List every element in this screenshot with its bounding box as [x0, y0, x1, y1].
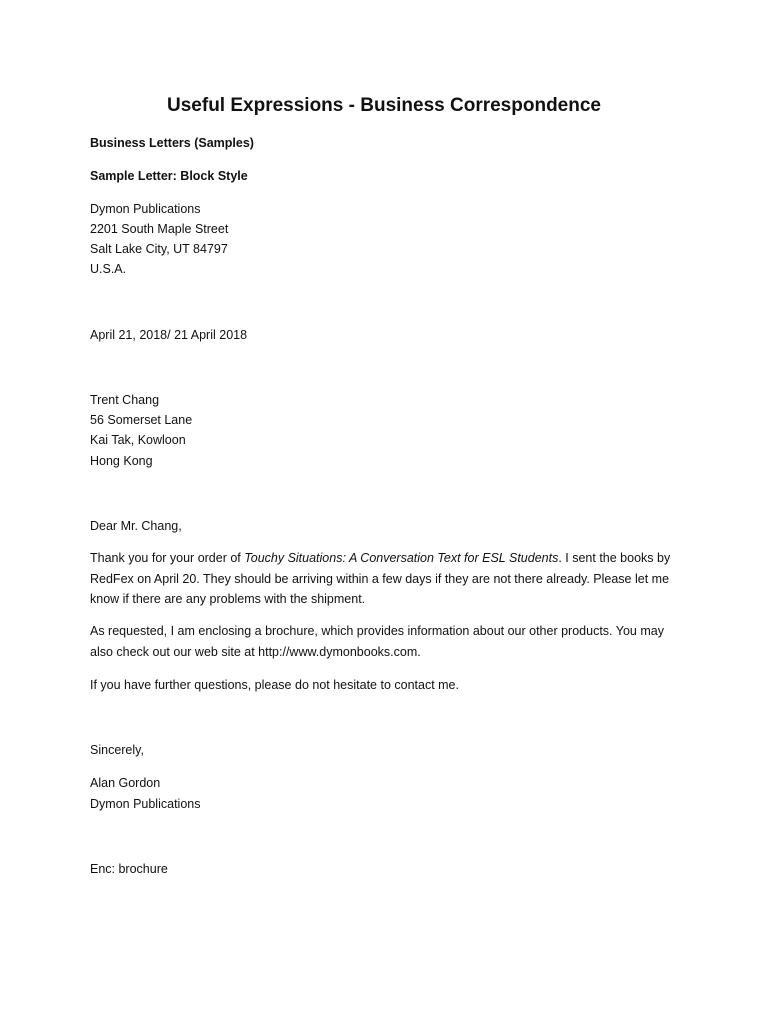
sender-name: Dymon Publications — [90, 202, 201, 216]
body-paragraph-1 — [90, 548, 710, 610]
body-paragraph-3: If you have further questions, please do not hesitate to contact me. — [90, 678, 459, 692]
sender-country: U.S.A. — [90, 262, 127, 276]
sender-street: 2201 South Maple Street — [90, 222, 229, 236]
salutation: Dear Mr. Chang, — [90, 519, 182, 533]
recipient-name: Trent Chang — [90, 393, 160, 407]
section-heading: Business Letters (Samples) — [90, 136, 254, 150]
recipient-city: Kai Tak, Kowloon — [90, 433, 186, 447]
letter-date: April 21, 2018/ 21 April 2018 — [90, 328, 248, 342]
sample-heading: Sample Letter: Block Style — [90, 169, 248, 183]
body-paragraph-1-line-2: RedFex on April 20. They should be arriving within a few days if they are not there already. Please let me — [90, 571, 670, 586]
document-title: Useful Expressions - Business Correspondence — [167, 95, 601, 116]
signature-company: Dymon Publications — [90, 797, 201, 811]
body-p1-after: . I sent the books by — [558, 551, 671, 565]
body-paragraph-1-line-1 — [90, 548, 710, 569]
sender-city: Salt Lake City, UT 84797 — [90, 242, 228, 256]
signature-name: Alan Gordon — [90, 776, 161, 790]
book-title: Touchy Situations: A Conversation Text for ESL Students — [244, 551, 559, 565]
body-p1-before: Thank you for your order of — [90, 551, 245, 565]
body-paragraph-2-line-1: As requested, I am enclosing a brochure, which provides information about our other products. You may — [90, 624, 664, 638]
body-paragraph-2 — [90, 621, 710, 662]
recipient-street: 56 Somerset Lane — [90, 413, 193, 427]
enclosure-note: Enc: brochure — [90, 862, 168, 876]
closing: Sincerely, — [90, 743, 144, 757]
body-paragraph-2-line-2: also check out our web site at http://www.dymonbooks.com. — [90, 644, 421, 659]
body-paragraph-1-line-3: know if there are any problems with the shipment. — [90, 592, 366, 606]
recipient-country: Hong Kong — [90, 454, 153, 468]
